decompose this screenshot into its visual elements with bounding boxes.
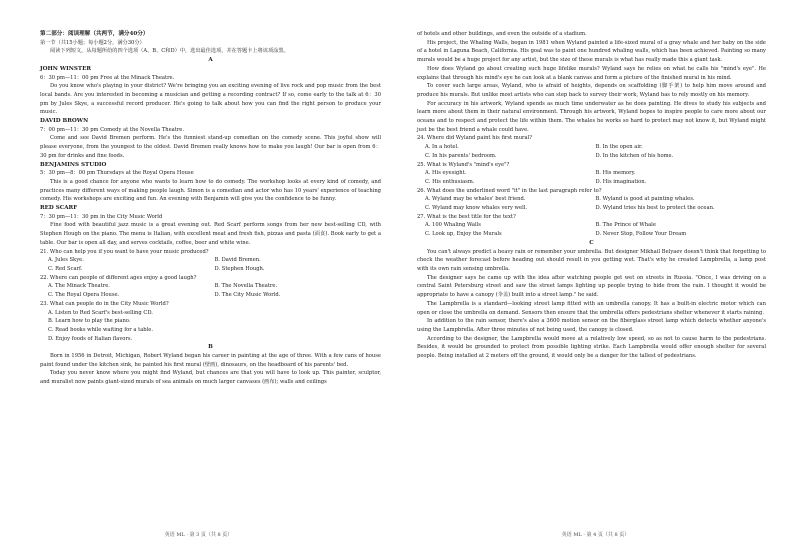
answer-option: A. In a hotel.: [425, 144, 459, 151]
event-description: Come and see David Bremen perform. He's the funniest stand-up comedian on the comedy scene. This joyful show will please everyone, from the youngest to the oldest. David Bremen really knows how to make you laugh! Our bar is open from 6：30 pm for drinks and fine foods.: [40, 135, 381, 159]
event-time: 6：30 pm—11：00 pm Free at the Minack Theatre.: [40, 74, 175, 81]
answer-option: D. In the kitchen of his home.: [595, 152, 674, 159]
answer-option: D. Enjoy foods of Italian flavors.: [48, 335, 133, 342]
event-time: 7：00 pm—11：30 pm Comedy at the Novella Theatre.: [40, 126, 185, 133]
questions-21-23: [40, 248, 381, 344]
paragraph: Today you never know where you might find Wyland, but chances are that you will have to look up. This painter, sculptor, and muralist now paints giant-sized murals of sea animals on much larger canvases (画布); walls and ceilings: [40, 370, 381, 386]
question-stem: 27. What is the best title for the text?: [417, 213, 516, 220]
answer-option: C. His enthusiasm.: [425, 178, 475, 185]
paragraph: In addition to the rain sensor, there's also a 3600 motion sensor on the fiberglass street lamp which detects whether anyone's using the Lampbrella. After three minutes of not being used, the canopy is closed.: [417, 318, 766, 333]
paragraph: You can't always predict a heavy rain or remember your umbrella. But designer Mikhail Belyaev doesn't think that forgetting to check the weather forecast before heading out should result in you getting wet. That's why he created Lampbrella, a lamp post with its own rain sensing umbrella.: [417, 248, 766, 272]
answer-option: C. Read books while waiting for a table.: [48, 326, 153, 333]
answer-option: C. The Royal Opera House.: [48, 292, 120, 299]
event-description: Fine food with beautiful jazz music is a great evening out. Red Scarf perform songs from her new best-selling CD, with Stephen Hough on the piano. The menu is Italian, with excellent meat and fresh fish, pizzas and pasta (面食). Book early to get a table. Our bar is open all day, and serves cocktails, coffee, beer and white wine.: [40, 222, 381, 246]
paragraph: How does Wyland go about creating such huge lifelike murals? Wyland says he relies on what he calls his "mind's eye". He explains that through his mind's eye he can look at a blank canvas and form a picture of the finished mural in his mind.: [417, 65, 766, 81]
answer-options: [417, 143, 766, 160]
answer-option: C. Red Scarf.: [48, 265, 83, 272]
answer-option: B. In the open air.: [595, 144, 643, 151]
answer-option: D. Wyland tries his best to protect the ocean.: [595, 205, 715, 212]
passage-c: [417, 248, 766, 361]
paragraph: For accuracy in his artwork, Wyland spends as much time underwater as he does painting. He dives to study his subjects and learn more about them in their natural environment. Through his artwork, Wyland hopes to inspire people to care more about our oceans and to respect and protect the life within them. The whales he works so hard to protect may not know it, but Wyland might just be the best friend a whale could have.: [417, 100, 766, 133]
event-description: This is a good chance for anyone who wants to learn how to do comedy. The workshop looks at every kind of comedy, and practices many different ways of making people laugh. Simon is a comedian and actor who has 10 years' experience of teaching comedy. His workshops are exciting and fun. An evening with Benjamin will give you the confidence to be funny.: [40, 178, 381, 203]
questions-24-27: [417, 134, 766, 238]
answer-options: [417, 169, 766, 186]
answer-option: A. His eyesight.: [425, 170, 467, 177]
answer-option: D. Never Stop, Follow Your Dream: [595, 231, 687, 238]
answer-option: D. His imagination.: [595, 178, 647, 185]
passage-b-label: B: [208, 344, 213, 351]
event-time: 7：30 pm—11：30 pm in the City Music World: [40, 213, 163, 220]
section-title: 第二部分：阅读理解（共两节，满分40分）: [40, 31, 149, 37]
answer-option: C. Wyland may know whales very well.: [425, 205, 528, 212]
passage-b: [40, 352, 381, 387]
paragraph: The designer says he came up with the idea after watching people get wet on streets in Russia. "Once, I was driving on a central Saint Petersburg street and saw the street lamps lighting up people trying to hide from the rain. I thought it would be appropriate to have a canopy (伞盖) built into a street lamp." he said.: [417, 274, 766, 299]
event-title: DAVID BROWN: [40, 118, 89, 125]
question-stem: 21. Who can help you if you want to have your music produced?: [40, 248, 209, 255]
answer-option: B. The Novella Theatre.: [214, 283, 278, 290]
answer-option: B. Learn how to play the piano.: [48, 318, 131, 325]
page-footer-right: 英语 ML · 第 4 页（共 8 页）: [561, 532, 630, 538]
question-stem: 23. What can people do in the City Music World?: [40, 300, 169, 307]
answer-option: C. Look up, Enjoy the Murals: [425, 231, 502, 238]
answer-options: [40, 282, 381, 299]
answer-option: B. His memory.: [595, 170, 636, 177]
answer-option: A. 100 Whaling Walls: [425, 222, 481, 229]
page-footer-left: 英语 ML · 第 3 页（共 8 页）: [164, 532, 233, 538]
answer-option: C. In his parents' bedroom.: [425, 152, 497, 159]
answer-option: B. David Bremen.: [214, 257, 261, 264]
question-stem: 26. What does the underlined word "it" in the last paragraph refer to?: [417, 187, 602, 194]
question-stem: 25. What is Wyland's "mind's eye"?: [417, 161, 510, 168]
answer-option: A. The Minack Theatre.: [48, 283, 110, 290]
passage-b-body: [417, 39, 766, 135]
event-description: Do you know who's playing in your district? We're bringing you an exciting evening of live rock and pop music from the best local bands. Are you interested in becoming a musician and getting a recording contract? If so, come early to the talk at 6：30 pm by Jules Skye, a successful record producer. He's going to talk about how you can find the right person to produce your music.: [40, 83, 381, 116]
paragraph: According to the designer, the Lampbrella would move at a relatively low speed, so as not to cause harm to the pedestrians. Besides, it would be grounded to protect from possible lighting strike. Each Lampbrella would offer enough shelter for several people. Being installed at 2 meters off the ground, it would only be a danger for the tallest of pedestrians.: [417, 335, 766, 360]
right-page: [397, 0, 794, 544]
answer-option: A. Jules Skye.: [48, 257, 84, 264]
answer-options: [417, 221, 766, 238]
answer-option: B. The Prince of Whale: [595, 222, 656, 229]
answer-option: A. Listen to Red Scarf's best-selling CD.: [48, 309, 153, 316]
event-title: JOHN WINSTER: [40, 65, 91, 72]
paragraph: Born in 1956 in Detroit, Michigan, Robert Wyland began his career in painting at the age of three. With a few cans of house paint found under the kitchen sink, he painted his first mural (壁画), dinosaurs, on the headboard of his parents' bed.: [40, 353, 381, 368]
passage-b-continued: of hotels and other buildings, and even the outside of a stadium.: [417, 31, 587, 37]
question-stem: 22. Where can people of different ages enjoy a good laugh?: [40, 274, 197, 281]
passage-a-label: A: [208, 57, 213, 64]
instructions: 阅读下列短文，从每题所给的四个选项（A、B、C和D）中，选出最佳选项，并在答题卡上将该项涂黑。: [50, 48, 289, 55]
event-time: 5：30 pm—8：00 pm Thursdays at the Royal Opera House: [40, 170, 194, 177]
question-stem: 24. Where did Wyland paint his first mural?: [417, 135, 533, 142]
answer-options: [417, 195, 766, 212]
answer-option: D. Stephen Hough.: [214, 265, 265, 272]
paragraph: The Lampbrella is a standard—looking street lamp fitted with an umbrella canopy. It has a built-in electric motor which can open or close the umbrella on demand. Sensors then ensure that the umbrella offers pedestrians shelter whenever it starts raining.: [417, 300, 766, 316]
event-title: BENJAMINS STUDIO: [40, 161, 107, 168]
paragraph: To cover such large areas, Wyland, who is afraid of heights, depends on scaffolding (脚手架) to help him move around and produce his murals. But unlike most artists who can step back to survey their work, Wyland has to rely mostly on his memory.: [417, 83, 766, 98]
paragraph: His project, the Whaling Walls, began in 1981 when Wyland painted a life-sized mural of a gray whale and her baby on the side of a hotel in Laguna Beach, California. His goal was to paint one hundred whaling walls, which has been achieved. Painting so many murals would be a huge project for any artist, but the size of these murals is what has really made this a giant task.: [417, 39, 766, 64]
passage-c-label: C: [589, 239, 594, 246]
answer-option: B. Wyland is good at painting whales.: [595, 196, 695, 203]
part1-title: 第一节（共15小题；每小题2分，满分30分）: [40, 39, 145, 46]
answer-option: A. Wyland may be whales' best friend.: [425, 196, 526, 203]
passage-a: [40, 65, 381, 248]
answer-options: [40, 256, 381, 273]
event-title: RED SCARF: [40, 205, 78, 212]
answer-option: D. The City Music World.: [214, 292, 281, 299]
